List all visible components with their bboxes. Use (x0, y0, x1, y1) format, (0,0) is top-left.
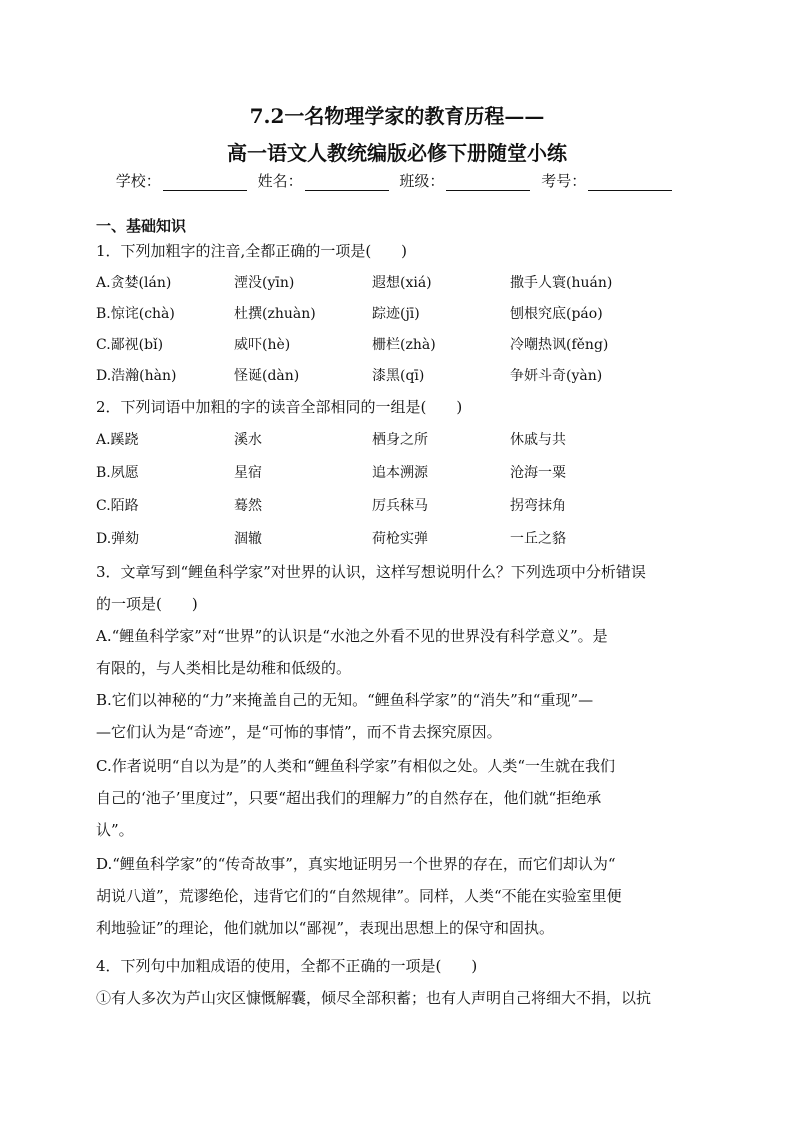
q1-option-cell: A.贪婪(lán) (96, 275, 172, 291)
q1-option-cell: C.鄙视(bǐ) (96, 337, 164, 353)
q2-option-cell: 蓦然 (234, 498, 262, 514)
q1-option-row (96, 272, 696, 292)
q2-option-cell: C.陌路 (96, 498, 139, 514)
text-line: 3．文章写到“鲤鱼科学家”对世界的认识，这样写想说明什么？下列选项中分析错误 (96, 563, 646, 581)
class-blank[interactable] (446, 176, 530, 191)
q2-option-cell: 星宿 (234, 465, 262, 481)
text-line: 自己的‘池子’里度过”，只要“超出我们的理解力”的自然存在，他们就“拒绝承 (96, 789, 602, 807)
section-heading: 一、基础知识 (96, 217, 187, 235)
text-line: C.作者说明“自以为是”的人类和“鲤鱼科学家”有相似之处。人类“一生就在我们 (96, 757, 616, 775)
name-blank[interactable] (305, 176, 389, 191)
text-line: 有限的，与人类相比是幼稚和低级的。 (96, 659, 352, 677)
q1-option-cell: 撒手人寰(huán) (510, 275, 613, 291)
q1-option-cell: B.惊诧(chà) (96, 306, 175, 322)
q2-option-cell: B.夙愿 (96, 465, 139, 481)
text-line: B.它们以神秘的“力”来掩盖自己的无知。“鲤鱼科学家”的“消失”和“重现”— (96, 691, 594, 709)
q2-option-cell: 涸辙 (234, 531, 262, 547)
q3-option-b (96, 684, 696, 748)
q1-option-cell: D.浩瀚(hàn) (96, 368, 177, 384)
name-label: 姓名： (257, 172, 303, 190)
q3-option-d (96, 848, 696, 944)
number-blank[interactable] (588, 176, 672, 191)
q1-option-cell: 刨根究底(páo) (510, 306, 603, 322)
text-line: 的一项是( ) (96, 595, 198, 613)
text-line: A.“鲤鱼科学家”对“世界”的认识是“水池之外看不见的世界没有科学意义”。是 (96, 627, 608, 645)
q1-option-row (96, 365, 696, 385)
q2-option-cell: 栖身之所 (372, 432, 428, 448)
question-1-stem: 1．下列加粗字的注音,全都正确的一项是( ) (96, 242, 408, 260)
q1-option-cell: 踪迹(jī) (372, 306, 420, 322)
school-blank[interactable] (163, 176, 247, 191)
q2-option-row (96, 495, 696, 515)
q2-option-cell: D.弹劾 (96, 531, 140, 547)
q2-option-cell: 休戚与共 (510, 432, 566, 448)
q1-option-row (96, 303, 696, 323)
q2-option-row (96, 429, 696, 449)
q3-option-c (96, 750, 696, 846)
q2-option-row (96, 528, 696, 548)
q1-option-cell: 湮没(yīn) (234, 275, 295, 291)
q1-option-cell: 威吓(hè) (234, 337, 291, 353)
class-label: 班级： (399, 172, 445, 190)
school-label: 学校： (115, 172, 161, 190)
q2-option-row (96, 462, 696, 482)
q1-option-cell: 遐想(xiá) (372, 275, 432, 291)
question-2-stem: 2．下列词语中加粗的字的读音全部相同的一组是( ) (96, 398, 463, 416)
title-line-1: 7.2一名物理学家的教育历程—— (249, 104, 545, 128)
q4-first-line: ①有人多次为芦山灾区慷慨解囊，倾尽全部积蓄；也有人声明自己将细大不捐，以抗 (96, 989, 652, 1007)
q1-option-cell: 冷嘲热讽(fěng) (510, 337, 609, 353)
text-line: 胡说八道”，荒谬绝伦，违背它们的“自然规律”。同样，人类“不能在实验室里便 (96, 887, 622, 905)
question-3-stem (96, 556, 696, 620)
q2-option-cell: 溪水 (234, 432, 262, 448)
q2-option-cell: 厉兵秣马 (372, 498, 428, 514)
text-line: 利地验证”的理论，他们就加以“鄙视”，表现出思想上的保守和固执。 (96, 919, 555, 937)
q2-option-cell: 荷枪实弹 (372, 531, 428, 547)
q1-option-cell: 栅栏(zhà) (372, 337, 436, 353)
student-info-line (0, 170, 794, 191)
q2-option-cell: 一丘之貉 (510, 531, 566, 547)
title-line-2: 高一语文人教统编版必修下册随堂小练 (227, 141, 567, 165)
number-label: 考号： (541, 172, 587, 190)
text-line: —它们认为是“奇迹”，是“可怖的事情”，而不肯去探究原因。 (96, 723, 502, 741)
q1-option-cell: 怪诞(dàn) (234, 368, 300, 384)
q1-option-cell: 漆黑(qī) (372, 368, 425, 384)
text-line: D.“鲤鱼科学家”的“传奇故事”，真实地证明另一个世界的存在，而它们却认为“ (96, 855, 616, 873)
q1-option-cell: 杜撰(zhuàn) (234, 306, 316, 322)
q1-option-cell: 争妍斗奇(yàn) (510, 368, 603, 384)
text-line: 认”。 (96, 821, 134, 839)
q2-option-cell: 追本溯源 (372, 465, 428, 481)
question-4-stem: 4．下列句中加粗成语的使用，全都不正确的一项是( ) (96, 957, 478, 975)
q2-option-cell: 沧海一粟 (510, 465, 566, 481)
q3-option-a (96, 620, 696, 684)
q2-option-cell: A.蹊跷 (96, 432, 139, 448)
q1-option-row (96, 334, 696, 354)
q2-option-cell: 拐弯抹角 (510, 498, 566, 514)
